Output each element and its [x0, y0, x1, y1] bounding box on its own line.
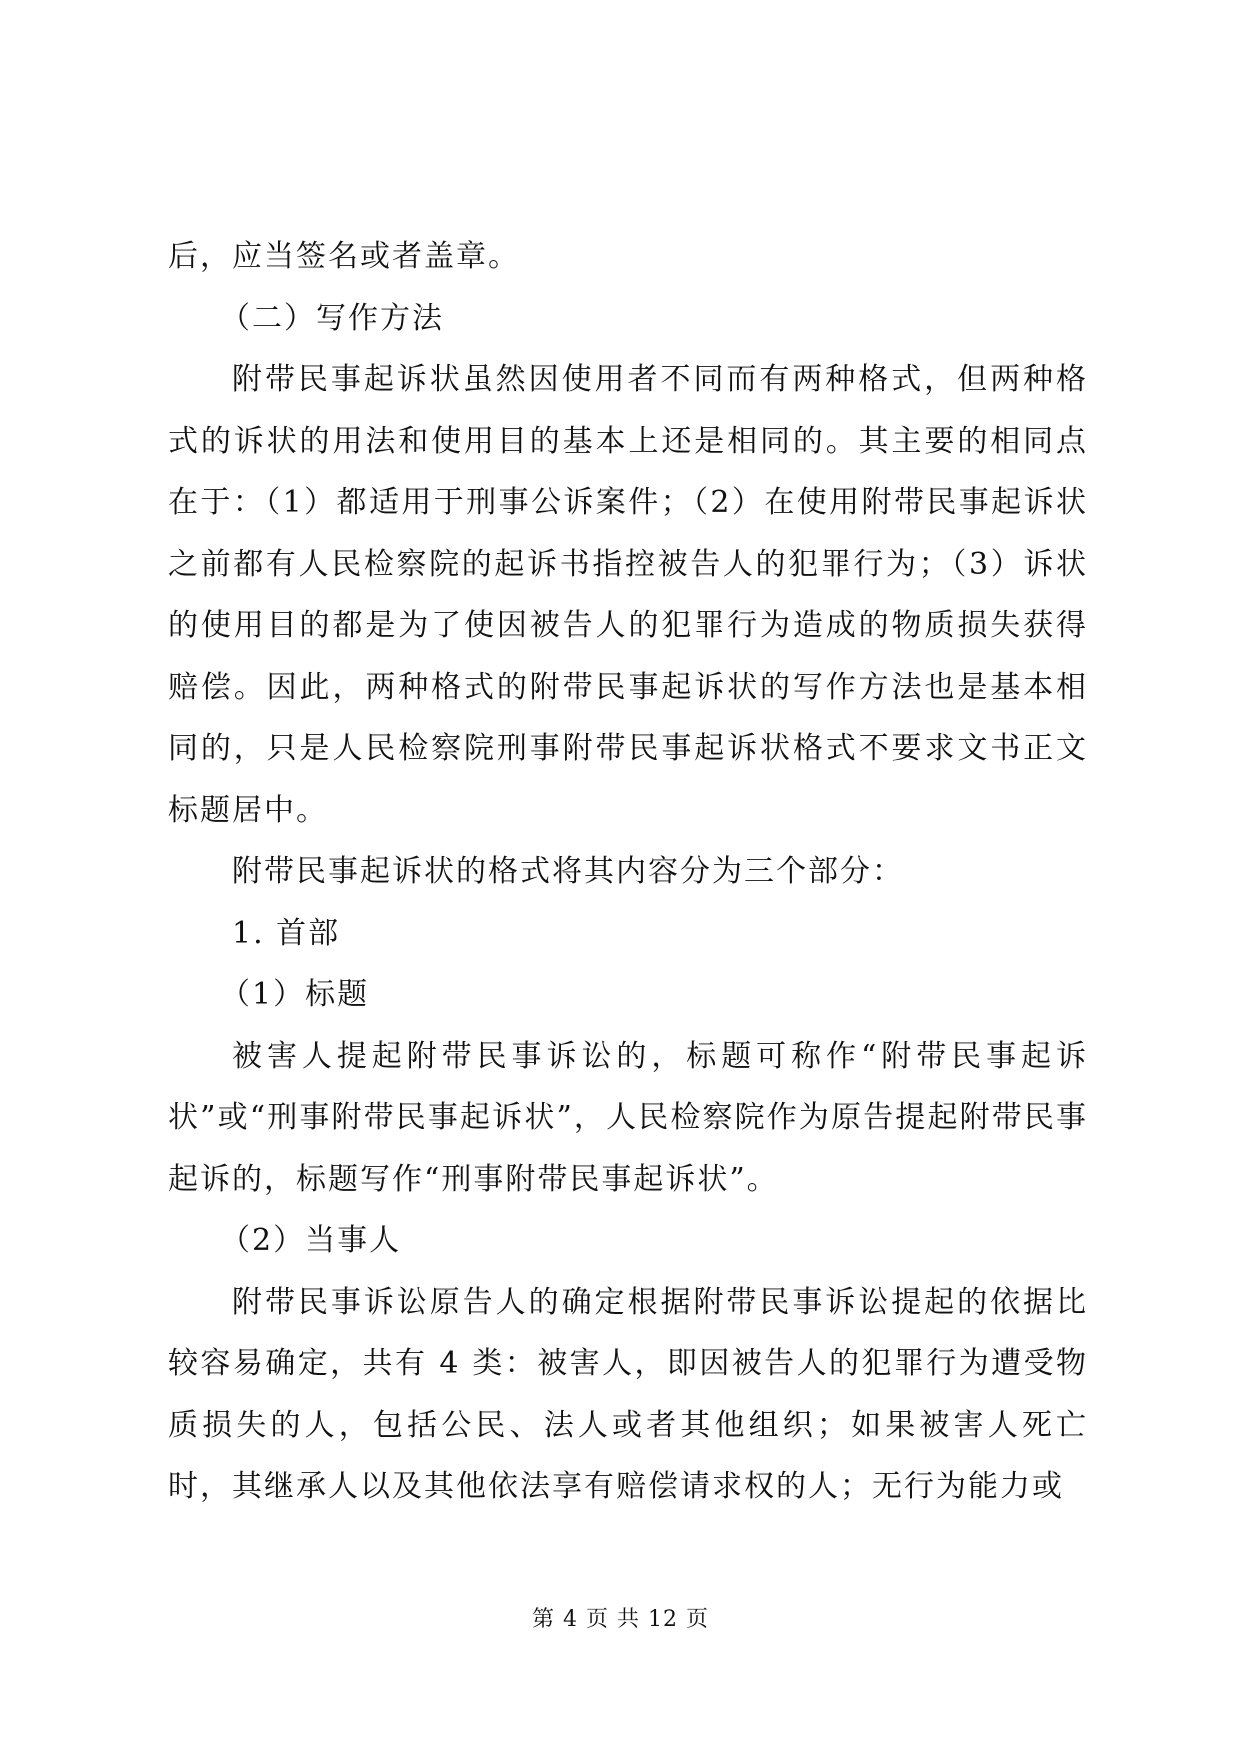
paragraph-three-parts: 附带民事起诉状的格式将其内容分为三个部分：: [232, 854, 904, 889]
heading-parties: （2）当事人: [220, 1223, 402, 1258]
paragraph-parties-rules: 附带民事诉讼原告人的确定根据附带民事诉讼提起的依据比较容易确定，共有 4 类：被害人，即因被告人的犯罪行为遭受物质损失的人，包括公民、法人或者其他组织；如果被害人死亡时，其继承人以及其他依法享有赔偿请求权的人；无行为能力或: [168, 1284, 1088, 1504]
paragraph-signature-note: 后，应当签名或者盖章。: [168, 239, 520, 274]
page-number-footer: 第 4 页 共 12 页: [532, 1607, 709, 1632]
paragraph-title-rules: 被害人提起附带民事诉讼的，标题可称作“附带民事起诉状”或“刑事附带民事起诉状”，人民检察院作为原告提起附带民事起诉的，标题写作“刑事附带民事起诉状”。: [168, 1038, 1088, 1197]
heading-writing-method: （二）写作方法: [220, 300, 444, 336]
document-body: [168, 226, 1088, 1518]
heading-header-section: 1. 首部: [232, 915, 341, 951]
paragraph-common-points: 附带民事起诉状虽然因使用者不同而有两种格式，但两种格式的诉状的用法和使用目的基本上还是相同的。其主要的相同点在于：（1）都适用于刑事公诉案件；（2）在使用附带民事起诉状之前都有人民检察院的起诉书指控被告人的犯罪行为；（3）诉状的使用目的都是为了使因被告人的犯罪行为造成的物质损失获得赔偿。因此，两种格式的附带民事起诉状的写作方法也是基本相同的，只是人民检察院刑事附带民事起诉状格式不要求文书正文标题居中。: [168, 362, 1088, 828]
heading-title: （1）标题: [220, 977, 370, 1012]
